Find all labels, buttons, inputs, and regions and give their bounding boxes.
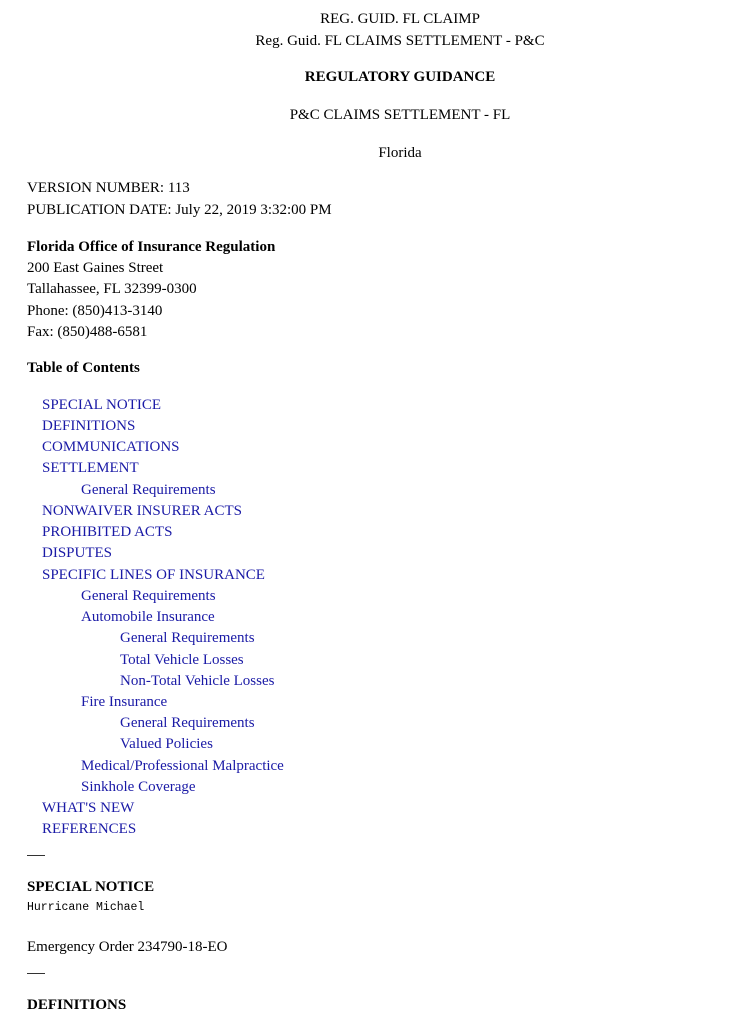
section-divider [27,855,45,856]
toc-link-specific-lines[interactable]: SPECIFIC LINES OF INSURANCE [42,567,265,583]
section-divider [27,973,45,974]
office-phone: Phone: (850)413-3140 [27,303,163,319]
toc-link-automobile-insurance[interactable]: Automobile Insurance [81,609,215,625]
toc-link-valued-policies[interactable]: Valued Policies [120,736,213,752]
toc-link-disputes[interactable]: DISPUTES [42,545,113,561]
office-address-1: 200 East Gaines Street [27,260,164,276]
toc-link-references[interactable]: REFERENCES [42,821,137,837]
special-notice-text: Hurricane Michael [27,901,145,914]
document-subtitle: P&C CLAIMS SETTLEMENT - FL [289,107,511,123]
toc-link-settlement-general-requirements[interactable]: General Requirements [81,482,216,498]
toc-link-fire-general-requirements[interactable]: General Requirements [120,715,255,731]
header-line-1: REG. GUID. FL CLAIMP [320,11,480,27]
toc-link-settlement[interactable]: SETTLEMENT [42,460,139,476]
state-name: Florida [378,145,422,161]
toc-link-non-total-vehicle-losses[interactable]: Non-Total Vehicle Losses [120,673,275,689]
toc-link-special-notice[interactable]: SPECIAL NOTICE [42,397,162,413]
toc-link-definitions[interactable]: DEFINITIONS [42,418,136,434]
toc-link-auto-general-requirements[interactable]: General Requirements [120,630,255,646]
toc-link-prohibited-acts[interactable]: PROHIBITED ACTS [42,524,173,540]
special-notice-heading: SPECIAL NOTICE [27,879,155,895]
toc-link-sinkhole-coverage[interactable]: Sinkhole Coverage [81,779,196,795]
toc-link-fire-insurance[interactable]: Fire Insurance [81,694,168,710]
office-name: Florida Office of Insurance Regulation [27,239,276,255]
office-address-2: Tallahassee, FL 32399-0300 [27,281,197,297]
definitions-heading: DEFINITIONS [27,997,127,1013]
toc-link-specific-general-requirements[interactable]: General Requirements [81,588,216,604]
emergency-order: Emergency Order 234790-18-EO [27,939,228,955]
toc-link-whats-new[interactable]: WHAT'S NEW [42,800,135,816]
publication-date: PUBLICATION DATE: July 22, 2019 3:32:00 PM [27,202,332,218]
office-fax: Fax: (850)488-6581 [27,324,148,340]
toc-heading: Table of Contents [27,360,140,376]
document-title: REGULATORY GUIDANCE [304,69,496,85]
toc-link-medical-malpractice[interactable]: Medical/Professional Malpractice [81,758,284,774]
toc-link-total-vehicle-losses[interactable]: Total Vehicle Losses [120,652,244,668]
header-line-2: Reg. Guid. FL CLAIMS SETTLEMENT - P&C [255,33,545,49]
version-number: VERSION NUMBER: 113 [27,180,190,196]
toc-link-nonwaiver-insurer-acts[interactable]: NONWAIVER INSURER ACTS [42,503,243,519]
toc-link-communications[interactable]: COMMUNICATIONS [42,439,180,455]
